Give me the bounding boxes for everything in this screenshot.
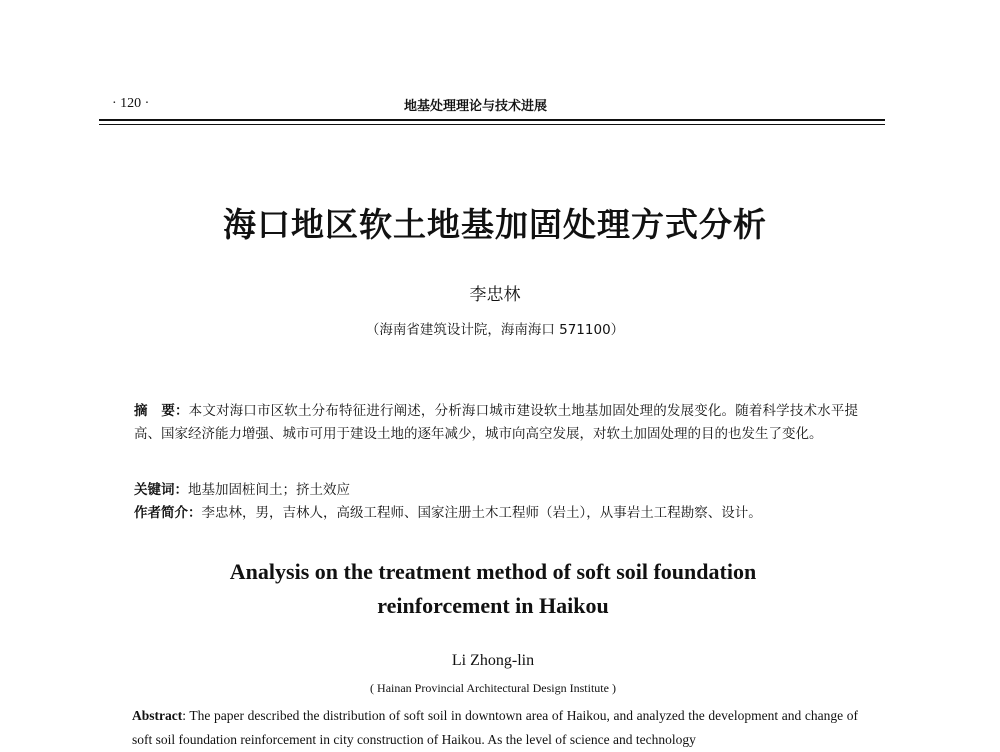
- author-bio-text: 李忠林，男，吉林人，高级工程师、国家注册土木工程师（岩土），从事岩土工程勘察、设计。: [201, 505, 762, 521]
- author-bio-label: 作者简介：: [134, 505, 202, 521]
- abstract-text: 本文对海口市区软土分布特征进行阐述，分析海口城市建设软土地基加固处理的发展变化。随着科学技术水平提高、国家经济能力增强、城市可用于建设土地的逐年减少，城市向高空发展，对软土加固处理的目的也发生了变化。: [134, 403, 859, 442]
- paper-title-chinese: 海口地区软土地基加固处理方式分析: [223, 205, 767, 244]
- affiliation-chinese: （海南省建筑设计院，海南海口 571100）: [365, 322, 625, 338]
- abstract-chinese: [134, 400, 858, 445]
- abstract-label: 摘 要：: [134, 403, 189, 419]
- keywords-label: 关键词：: [134, 482, 188, 498]
- author-name-english: Li Zhong-lin: [451, 652, 535, 669]
- page-number: · 120 ·: [112, 96, 150, 111]
- paper-title-english-line1: Analysis on the treatment method of soft soil foundation: [229, 559, 757, 584]
- header-rule-thick: [99, 119, 885, 121]
- running-title: 地基处理理论与技术进展: [404, 99, 548, 114]
- author-bio-chinese: [134, 502, 858, 525]
- author-name-chinese: 李忠林: [469, 285, 521, 305]
- keywords-chinese: [134, 479, 858, 502]
- abstract-english-label: Abstract: [132, 708, 183, 723]
- abstract-english: [132, 704, 858, 752]
- header-rule-thin: [99, 124, 885, 125]
- paper-title-english-line2: reinforcement in Haikou: [377, 593, 609, 618]
- paper-title-english: [0, 555, 986, 623]
- keywords-text: 地基加固桩间土；挤土效应: [188, 482, 350, 498]
- abstract-english-text: : The paper described the distribution of soft soil in downtown area of Haikou, and analyzed the development and change of soft soil foundation reinforcement in city construction of Haikou. As the level of science and technology: [132, 708, 858, 747]
- affiliation-english: ( Hainan Provincial Architectural Design Institute ): [370, 681, 616, 695]
